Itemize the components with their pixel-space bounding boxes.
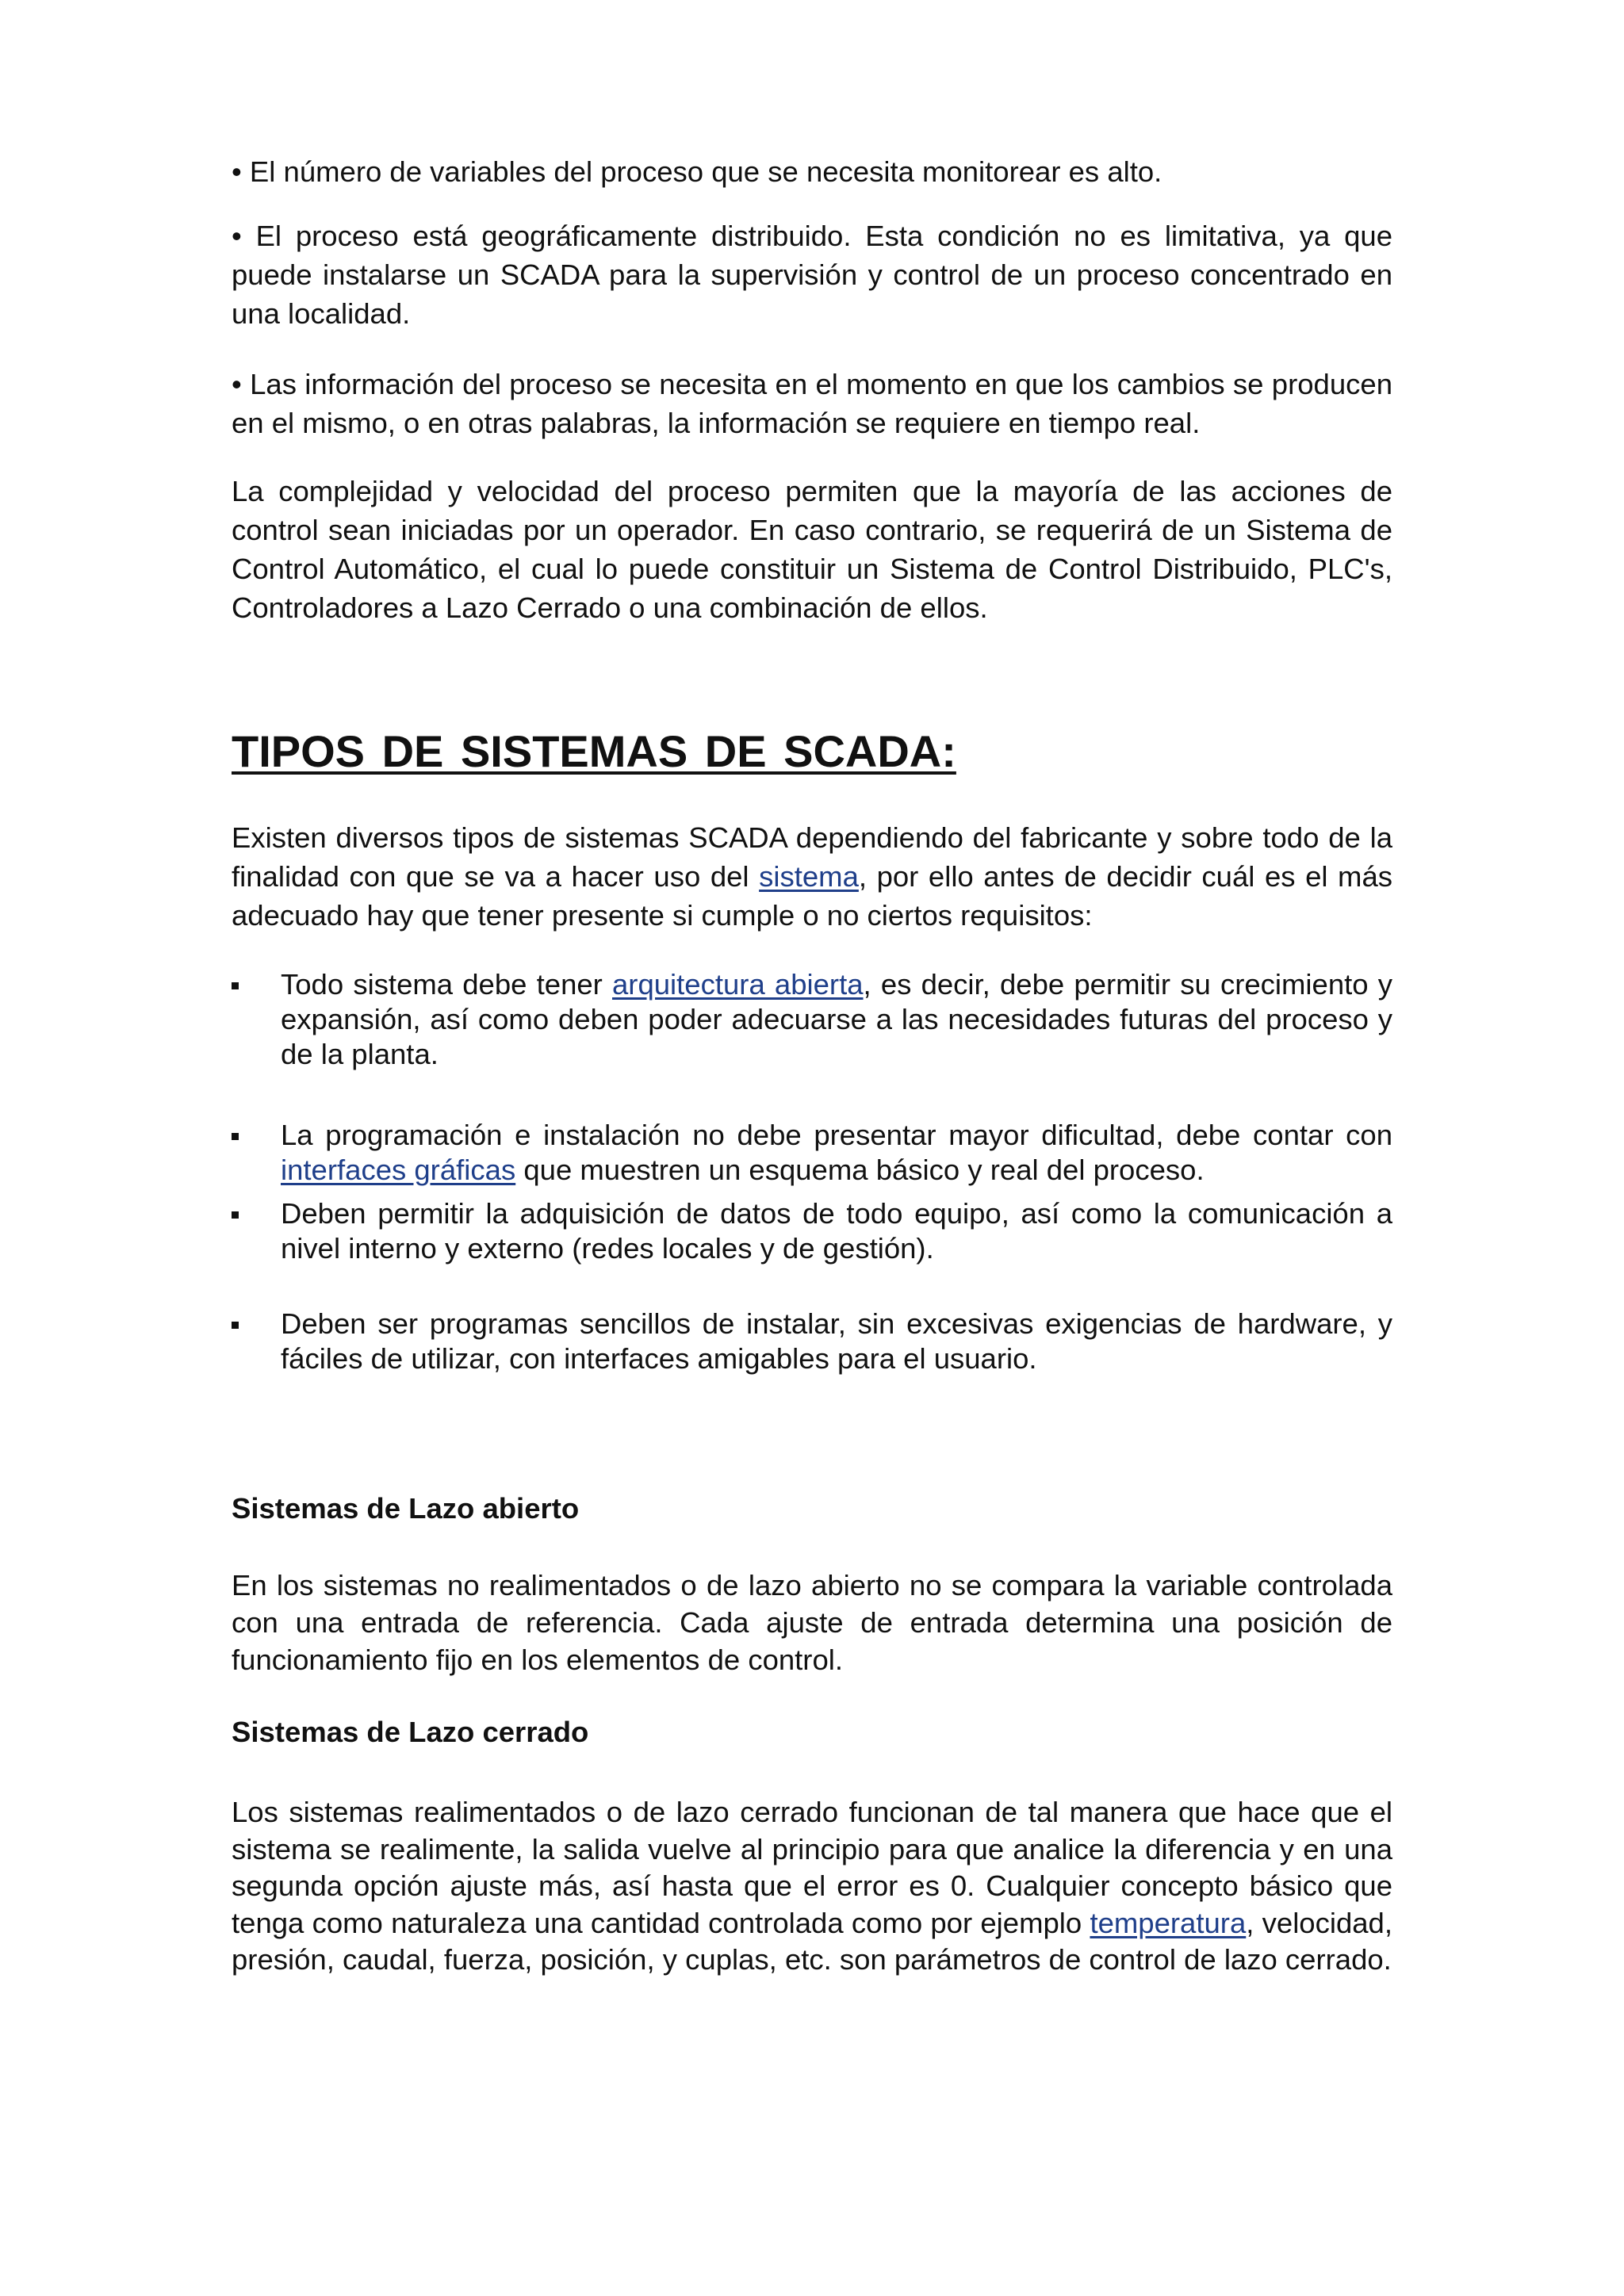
section-heading: TIPOS DE SISTEMAS DE SCADA:: [232, 726, 956, 776]
open-loop-heading: Sistemas de Lazo abierto: [232, 1492, 580, 1525]
intro-bullet-variables: • El número de variables del proceso que se necesita monitorear es alto.: [232, 155, 1162, 188]
closed-loop-heading: Sistemas de Lazo cerrado: [232, 1716, 589, 1748]
square-bullet-icon: [232, 982, 239, 989]
types-paragraph-text-start: Existen diversos tipos de sistemas SCADA dependiendo del fabricante y sobre todo de la finalidad con que se va a hacer uso del: [232, 821, 1392, 893]
requirement-text: Deben permitir la adquisición de datos de todo equipo, así como la comunicación a nivel interno y externo (redes locales y de gestión).: [281, 1197, 1392, 1265]
closed-loop-text-start: Los sistemas realimentados o de lazo cerrado funcionan de tal manera que hace que el sistema se realimente, la salida vuelve al principio para que analice la diferencia y en una segunda opción ajuste más, así hasta que el error es 0. Cualquier concepto básico que tenga como naturaleza una cantidad controlada como por ejemplo: [232, 1796, 1392, 1939]
closed-loop-paragraph: [232, 1794, 1392, 1979]
complexity-paragraph: La complejidad y velocidad del proceso permiten que la mayoría de las acciones de control sean iniciadas por un operador. En caso contrario, se requerirá de un Sistema de Control Automático, el cual lo puede constituir un Sistema de Control Distribuido, PLC's, Controladores a Lazo Cerrado o una combinación de ellos.: [232, 475, 1392, 624]
closed-loop-text-end: , velocidad, presión, caudal, fuerza, posición, y cuplas, etc. son parámetros de control de lazo cerrado.: [232, 1906, 1392, 1976]
types-paragraph: [232, 818, 1392, 935]
square-bullet-icon: [232, 1322, 239, 1329]
requirement-text: Deben ser programas sencillos de instalar, sin excesivas exigencias de hardware, y fáciles de utilizar, con interfaces amigables para el usuario.: [281, 1307, 1392, 1375]
temperatura-link[interactable]: temperatura: [1090, 1906, 1247, 1939]
types-paragraph-text-end: , por ello antes de decidir cuál es el más adecuado hay que tener presente si cumple o no ciertos requisitos:: [232, 860, 1392, 932]
intro-bullet-distributed: • El proceso está geográficamente distribuido. Esta condición no es limitativa, ya que puede instalarse un SCADA para la supervisión y control de un proceso concentrado en una localidad.: [232, 220, 1392, 330]
interfaces-graficas-link[interactable]: interfaces gráficas: [281, 1154, 516, 1186]
requirement-text: Todo sistema debe tener arquitectura abierta, es decir, debe permitir su crecimiento y expansión, así como deben poder adecuarse a las necesidades futuras del proceso y de la planta.: [281, 968, 1392, 1070]
requirement-text: La programación e instalación no debe presentar mayor dificultad, debe contar con interfaces gráficas que muestren un esquema básico y real del proceso.: [281, 1119, 1392, 1186]
square-bullet-icon: [232, 1133, 239, 1140]
open-loop-paragraph: En los sistemas no realimentados o de lazo abierto no se compara la variable controlada con una entrada de referencia. Cada ajuste de entrada determina una posición de funcionamiento fijo en los elementos de control.: [232, 1569, 1392, 1676]
intro-bullet-realtime: • Las información del proceso se necesita en el momento en que los cambios se producen en el mismo, o en otras palabras, la información se requiere en tiempo real.: [232, 368, 1392, 439]
sistema-link[interactable]: sistema: [759, 860, 859, 893]
square-bullet-icon: [232, 1211, 239, 1219]
arquitectura-abierta-link[interactable]: arquitectura abierta: [612, 968, 864, 1001]
